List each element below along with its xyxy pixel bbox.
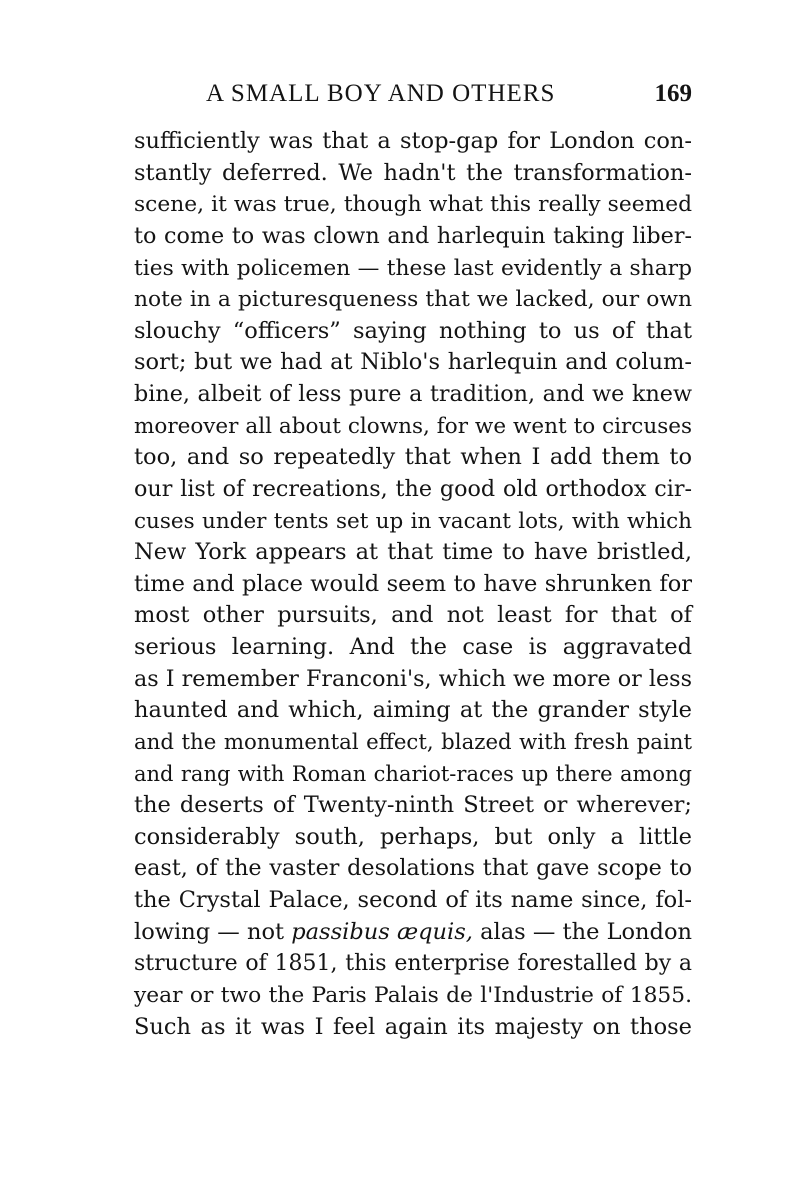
running-head xyxy=(134,80,692,114)
text-line: and rang with Roman chariot-races up there among xyxy=(134,761,692,786)
text-line: cuses under tents set up in vacant lots, with which xyxy=(134,508,692,534)
text-line: most other pursuits, and not least for that of xyxy=(134,602,692,629)
text-line: too, and so repeatedly that when I add them to xyxy=(134,444,692,471)
text-line: considerably south, perhaps, but only a little xyxy=(134,823,692,850)
text-line-with-italic xyxy=(134,917,692,949)
text-line: slouchy “officers” saying nothing to us of that xyxy=(134,317,692,344)
text-line: stantly deferred. We hadn't the transformation- xyxy=(134,159,692,186)
text-line: scene, it was true, though what this really seemed xyxy=(134,192,692,218)
text-segment: lowing — not xyxy=(134,918,292,945)
latin-phrase: passibus æquis, xyxy=(291,918,473,945)
body-text xyxy=(134,126,692,1043)
text-line: year or two the Paris Palais de l'Industrie of 1855. xyxy=(134,982,692,1008)
text-line: ties with policemen — these last evidently a sharp xyxy=(134,255,692,281)
text-segment: alas — the London xyxy=(472,918,692,945)
text-line: moreover all about clowns, for we went to circuses xyxy=(134,413,692,439)
text-line: haunted and which, aiming at the grander style xyxy=(134,697,692,724)
page-number: 169 xyxy=(654,80,692,107)
text-line: as I remember Franconi's, which we more or less xyxy=(134,665,692,692)
text-line: east, of the vaster desolations that gave scope to xyxy=(134,855,692,882)
text-line: the deserts of Twenty-ninth Street or wherever; xyxy=(134,792,692,819)
text-line: and the monumental effect, blazed with fresh paint xyxy=(134,729,692,755)
text-line: our list of recreations, the good old orthodox cir- xyxy=(134,475,692,502)
text-line: sort; but we had at Niblo's harlequin and colum- xyxy=(134,349,692,376)
text-line: the Crystal Palace, second of its name since, fol- xyxy=(134,887,692,913)
running-head-title: A SMALL BOY AND OTHERS xyxy=(206,80,556,107)
text-line: serious learning. And the case is aggravated xyxy=(134,634,692,660)
text-line: New York appears at that time to have bristled, xyxy=(134,539,692,566)
text-line: sufficiently was that a stop-gap for London con- xyxy=(134,128,692,154)
text-line: note in a picturesqueness that we lacked, our own xyxy=(134,287,692,313)
text-line: structure of 1851, this enterprise forestalled by a xyxy=(134,951,692,977)
text-line: bine, albeit of less pure a tradition, and we knew xyxy=(134,381,692,407)
text-line: Such as it was I feel again its majesty on those xyxy=(134,1013,692,1040)
text-line: time and place would seem to have shrunken for xyxy=(134,570,692,597)
text-line: to come to was clown and harlequin taking liber- xyxy=(134,222,692,249)
